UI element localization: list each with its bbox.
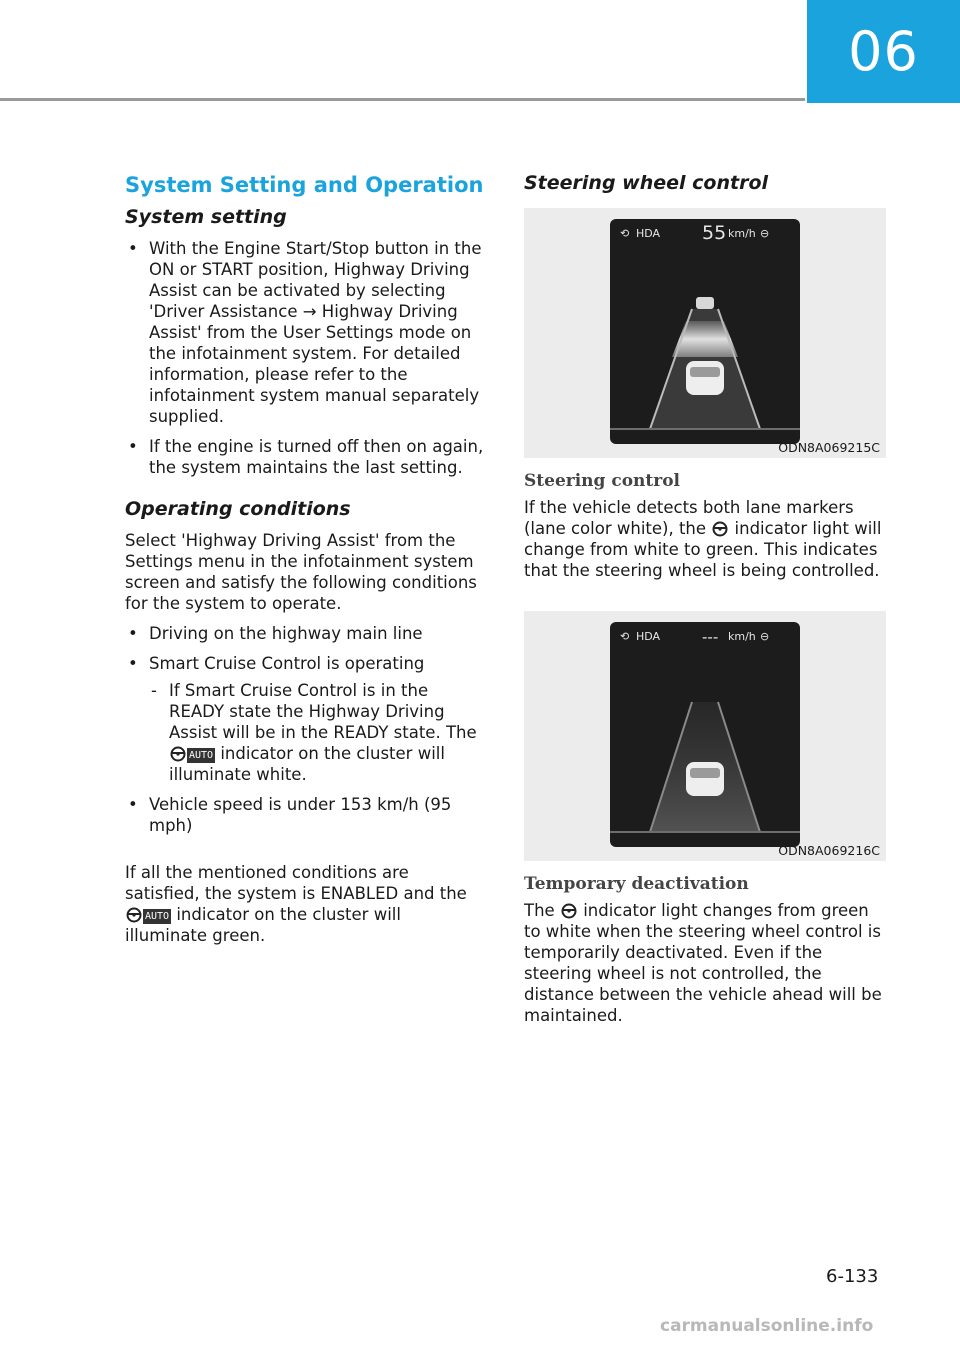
steering-wheel-icon: [711, 521, 729, 537]
temporary-deactivation-heading: Temporary deactivation: [524, 874, 749, 894]
cluster-screen: [610, 219, 800, 444]
list-item: • Vehicle speed is under 153 km/h (95 mph): [128, 795, 452, 835]
steering-wheel-icon: ⊖: [760, 630, 770, 643]
dash-icon: -: [151, 681, 157, 700]
lane-graphic: [610, 249, 800, 429]
page-number: 6-133: [826, 1266, 879, 1287]
list-item: - If Smart Cruise Control is in the READY state the Highway Driving Assist will be in the READY state. The AUTO indicator on the cluster will illuminate white.: [151, 681, 477, 784]
steering-wheel-icon: ⊖: [760, 227, 770, 240]
cluster-screen: [610, 622, 800, 847]
left-column: [125, 170, 485, 946]
steering-control-heading: Steering control: [524, 471, 680, 491]
list-item: • With the Engine Start/Stop button in the ON or START position, Highway Driving Assist can be activated by selecting 'Driver Assistance → Highway Driving Assist' from the User Settings mode on the infotainment system. For detailed information, please refer to the infotainment system manual separately supplied.: [128, 239, 482, 426]
figure-cluster-steering-control: [524, 208, 886, 458]
cluster-bottom-line: [610, 428, 800, 430]
speed-unit: km/h: [728, 630, 756, 643]
operating-conditions-intro: Select 'Highway Driving Assist' from the Settings menu in the infotainment system screen and satisfy the following conditions for the system to operate.: [125, 531, 477, 613]
section-title: System Setting and Operation: [125, 173, 484, 197]
cruise-icon: ⟲: [620, 630, 630, 643]
lead-vehicle: [696, 297, 714, 309]
hda-label: HDA: [636, 227, 661, 240]
sub-list: [149, 680, 485, 785]
speed-unit: km/h: [728, 227, 756, 240]
bullet-icon: •: [128, 239, 138, 258]
own-vehicle: [686, 361, 724, 395]
bullet-icon: •: [128, 437, 138, 456]
bullet-icon: •: [128, 624, 138, 643]
steering-wheel-icon: [125, 907, 143, 923]
operating-conditions-list: [125, 623, 485, 836]
cluster-hud: [610, 219, 800, 249]
list-item: • Driving on the highway main line: [128, 624, 423, 643]
watermark: carmanualsonline.info: [660, 1316, 874, 1336]
operating-conditions-heading: Operating conditions: [125, 498, 351, 520]
own-vehicle: [686, 762, 724, 796]
auto-badge: AUTO: [145, 911, 170, 922]
steering-wheel-icon: [560, 903, 578, 919]
header-rule: [0, 98, 805, 101]
steering-wheel-icon: [169, 746, 187, 762]
figure-cluster-temporary-deactivation: [524, 611, 886, 861]
steering-control-text: If the vehicle detects both lane markers (lane color white), the indicator light will change from white to green. This indicates that the steering wheel is being controlled.: [524, 498, 882, 580]
cruise-icon: ⟲: [620, 227, 630, 240]
temporary-deactivation-text: The indicator light changes from green to white when the steering wheel control is temporarily deactivated. Even if the steering wheel is not controlled, the distance between the vehicle ahead will be maintained.: [524, 901, 882, 1025]
system-setting-heading: System setting: [125, 206, 287, 228]
list-item: • Smart Cruise Control is operating - If Smart Cruise Control is in the READY state the Highway Driving Assist will be in the READY state. The AUTO indicator on the cluster will illuminate white.: [125, 653, 485, 785]
right-column: [524, 170, 886, 1026]
figure-code: ODN8A069216C: [778, 843, 880, 858]
system-setting-list: [125, 238, 485, 478]
chapter-tab: 06: [807, 0, 960, 103]
set-speed: 55: [702, 222, 727, 244]
cluster-hud: [610, 622, 800, 652]
auto-badge: AUTO: [189, 750, 214, 761]
lane-graphic: [610, 652, 800, 832]
bullet-icon: •: [128, 654, 138, 673]
cluster-bottom-line: [610, 831, 800, 833]
figure-code: ODN8A069215C: [778, 440, 880, 455]
steering-wheel-control-heading: Steering wheel control: [524, 172, 769, 194]
bullet-icon: •: [128, 795, 138, 814]
closing-paragraph: If all the mentioned conditions are satisfied, the system is ENABLED and the AUTO indicator on the cluster will illuminate green.: [125, 863, 467, 945]
list-item: • If the engine is turned off then on again, the system maintains the last setting.: [128, 437, 484, 477]
set-speed: ---: [702, 628, 719, 646]
hda-label: HDA: [636, 630, 661, 643]
